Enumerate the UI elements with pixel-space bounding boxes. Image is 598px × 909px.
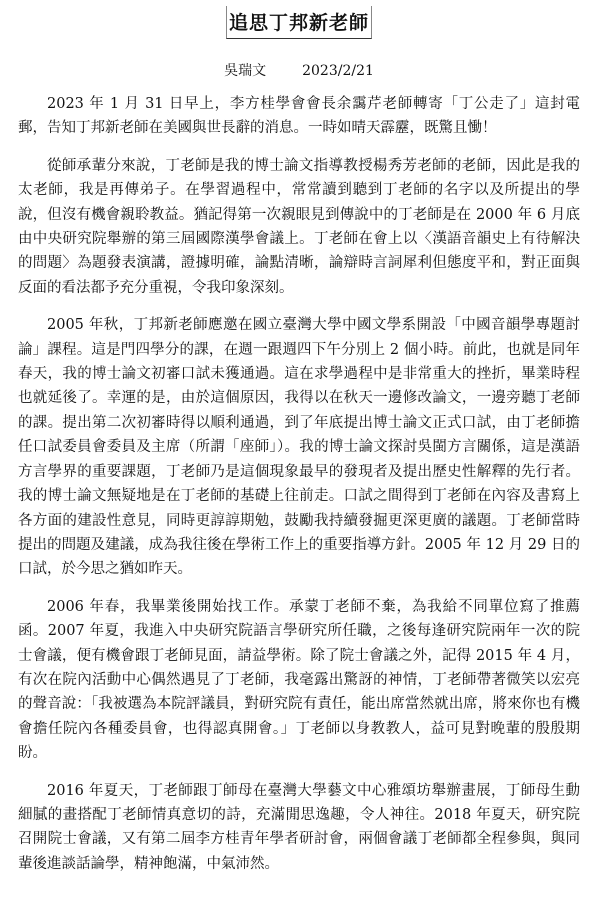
paragraph: 2016 年夏天，丁老師跟丁師母在臺灣大學藝文中心雅頌坊舉辦畫展，丁師母生動細膩的畫搭配丁老師情真意切的詩，充滿閒思逸趣，令人神往。2018 年夏天，研究院召開院士會議，又有第二屆李方桂青年學者研討會，兩個會議丁老師都全程參與，與同輩後進談話論學，精神飽滿，中氣沛然。 bbox=[18, 782, 580, 872]
title-container bbox=[0, 6, 598, 39]
paragraph: 2005 年秋，丁邦新老師應邀在國立臺灣大學中國文學系開設「中國音韻學專題討論」課程。這是門四學分的課，在週一跟週四下午分別上 2 個小時。前此，也就是同年春天，我的博士論文初審口試未獲通過。這在求學過程中是非常重大的挫折，畢業時程也就延後了。幸運的是，由於這個原因，我得以在秋天一邊修改論文，一邊旁聽丁老師的課。提出第二次初審時得以順利通過，到了年底提出博士論文正式口試，由丁老師擔任口試委員會委員及主席（所謂「座師」）。我的博士論文探討吳閩方言關係，這是漢語方言學界的重要課題，丁老師乃是這個現象最早的發現者及提出歷史性解釋的先行者。我的博士論文無疑地是在丁老師的基礎上往前走。口試之間得到丁老師在內容及書寫上各方面的建設性意見，同時更諄諄期勉，鼓勵我持續發掘更深更廣的議題。丁老師當時提出的問題及建議，成為我往後在學術工作上的重要指導方針。2005 年 12 月 29 日的口試，於今思之猶如昨天。 bbox=[18, 317, 580, 578]
paragraph: 從師承輩分來說，丁老師是我的博士論文指導教授楊秀芳老師的老師，因此是我的太老師，我是再傳弟子。在學習過程中，常常讀到聽到丁老師的名字以及所提出的學說，但沒有機會親聆教益。猶記得第一次親眼見到傳說中的丁老師是在 2000 年 6 月底由中央研究院舉辦的第三屆國際漢學會議上。丁老師在會上以〈漢語音韻史上有待解決的問題〉為題發表演講，證據明確，論點清晰，論辯時言詞犀利但態度平和，對正面與反面的看法都予充分重視，令我印象深刻。 bbox=[18, 157, 580, 296]
author-name: 吳瑞文 bbox=[224, 63, 267, 79]
byline bbox=[0, 60, 598, 80]
document-title: 追思丁邦新老師 bbox=[226, 6, 372, 39]
paragraph: 2023 年 1 月 31 日早上，李方桂學會會長余靄芹老師轉寄「丁公走了」這封電郵，告知丁邦新老師在美國與世長辭的消息。一時如晴天霹靂，既驚且慟！ bbox=[18, 96, 580, 137]
paragraph: 2006 年春，我畢業後開始找工作。承蒙丁老師不棄，為我給不同單位寫了推薦函。2007 年夏，我進入中央研究院語言學研究所任職，之後每逢研究院兩年一次的院士會議，便有機會跟丁老師見面，請益學術。除了院士會議之外，記得 2015 年 4 月，有次在院內活動中心偶然遇見了丁老師，我毫露出驚訝的神情，丁老師帶著微笑以宏亮的聲音說：「我被選為本院評議員，對研究院有責任，能出席當然就出席，將來你也有機會擔任院內各種委員會，也得認真開會。」丁老師以身教教人，益可見對晚輩的殷殷期盼。 bbox=[18, 598, 580, 762]
document-body bbox=[18, 92, 580, 889]
document-date: 2023/2/21 bbox=[302, 63, 374, 79]
